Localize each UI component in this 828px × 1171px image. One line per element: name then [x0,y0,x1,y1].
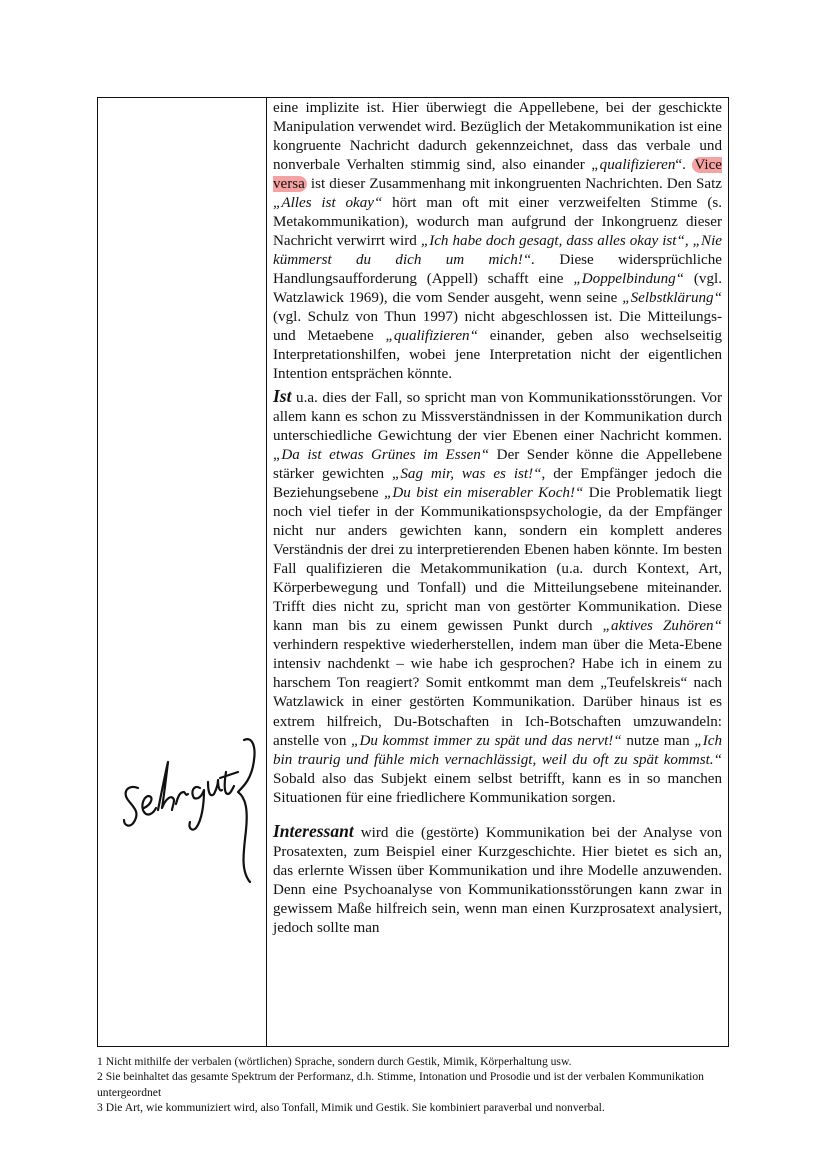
paragraph-3: Interessant wird die (gestörte) Kommunikation bei der Analyse von Prosatexten, zum Beispiel einer Kurzgeschichte. Hier bietet es sich an, das erlernte Wissen über Kommunikation und ihre Modelle anzuwenden. Denn eine Psychoanalyse von Kommunikationsstörungen kann zwar in gewissem Maße hilfreich sein, wenn man einen Kurzprosatext analysiert, jedoch sollte man [273,820,722,936]
highlighted-phrase: Vice versa [273,157,722,193]
footnote-1: 1 Nicht mithilfe der verbalen (wörtlichen) Sprache, sondern durch Gestik, Mimik, Körperhaltung usw. [97,1055,572,1068]
margin-divider-line [266,97,267,1047]
footnote-3: 3 Die Art, wie kommuniziert wird, also Tonfall, Mimik und Gestik. Sie kombiniert paraverbal und nonverbal. [97,1100,605,1114]
paragraph-2-lead-word: Ist [273,386,292,407]
correction-margin-column [98,98,266,1046]
paragraph-2: Ist u.a. dies der Fall, so spricht man von Kommunikationsstörungen. Vor allem kann es schon zu Missverständnissen in der Kommunikation durch unterschiedliche Gewichtung der vier Ebenen einer Nachricht kommen. „Da ist etwas Grünes im Essen“ Der Sender könne die Appellebene stärker gewichten „Sag mir, was es ist!“, der Empfänger jedoch die Beziehungsebene „Du bist ein miserabler Koch!“ Die Problematik liegt noch viel tiefer in der Kommunikationspsychologie, da der Empfänger nicht nur anders gewichten kann, sondern ein komplett anderes Verständnis der drei zu interpretierenden Ebenen haben könnte. Im besten Fall qualifizieren die Metakommunikation (u.a. durch Kontext, Art, Körperbewegung und Tonfall) und die Mitteilungsebene miteinander. Trifft dies nicht zu, spricht man von gestörter Kommunikation. Diese kann man bis zu einem gewissen Punkt durch „aktives Zuhören“ verhindern respektive wiederherstellen, indem man über die Meta-Ebene intensiv nachdenkt – wie habe ich gesprochen? Habe ich in einem zu harschem Ton reagiert? Somit entkommt man dem „Teufelskreis“ nach Watzlawick in einer gestörten Kommunikation. Darüber hinaus ist es extrem hilfreich, Du-Botschaften in Ich-Botschaften umzuwandeln: anstelle von „Du kommst immer zu spät und das nervt!“ nutze man „Ich bin traurig und fühle mich vernachlässigt, weil du oft zu spät kommst.“ Sobald also das Subjekt einem selbst betrifft, kann es in so manchen Situationen für eine friedlichere Kommunikation sorgen. [273,386,723,806]
paragraph-1: eine implizite ist. Hier überwiegt die Appellebene, bei der geschickte Manipulation verwendet wird. Bezüglich der Metakommunikation ist eine kongruente Nachricht dadurch gekennzeichnet, dass das verbale und nonverbale Verhalten stimmig sind, also einander „qualifizieren“. Vice versa ist dieser Zusammenhang mit inkongruenten Nachrichten. Den Satz „Alles ist okay“ hört man oft mit einer verzweifelten Stimme (s. Metakommunikation), wodurch man aufgrund der Inkongruenz dieser Nachricht verwirrt wird „Ich habe doch gesagt, dass alles okay ist“, „Nie kümmerst du dich um mich!“. Diese widersprüchliche Handlungsaufforderung (Appell) schafft eine „Doppelbindung“ (vgl. Watzlawick 1969), die vom Sender ausgeht, wenn seine „Selbstklärung“ (vgl. Schulz von Thun 1997) nicht abgeschlossen ist. Die Mitteilungs- und Metaebene „qualifizieren“ einander, geben also wechselseitig Interpretationshilfen, wobei jene Interpretation nicht der eigentlichen Intention entsprächen könnte. [273,100,723,383]
handwritten-margin-note [110,700,260,900]
footnote-2: 2 Sie beinhaltet das gesamte Spektrum der Performanz, d.h. Stimme, Intonation und Prosodie und ist der verbalen Kommunikation untergeordnet [97,1070,704,1099]
essay-text-column [273,99,722,938]
footnotes [97,1054,737,1115]
paragraph-3-lead-word: Interessant [273,820,354,841]
